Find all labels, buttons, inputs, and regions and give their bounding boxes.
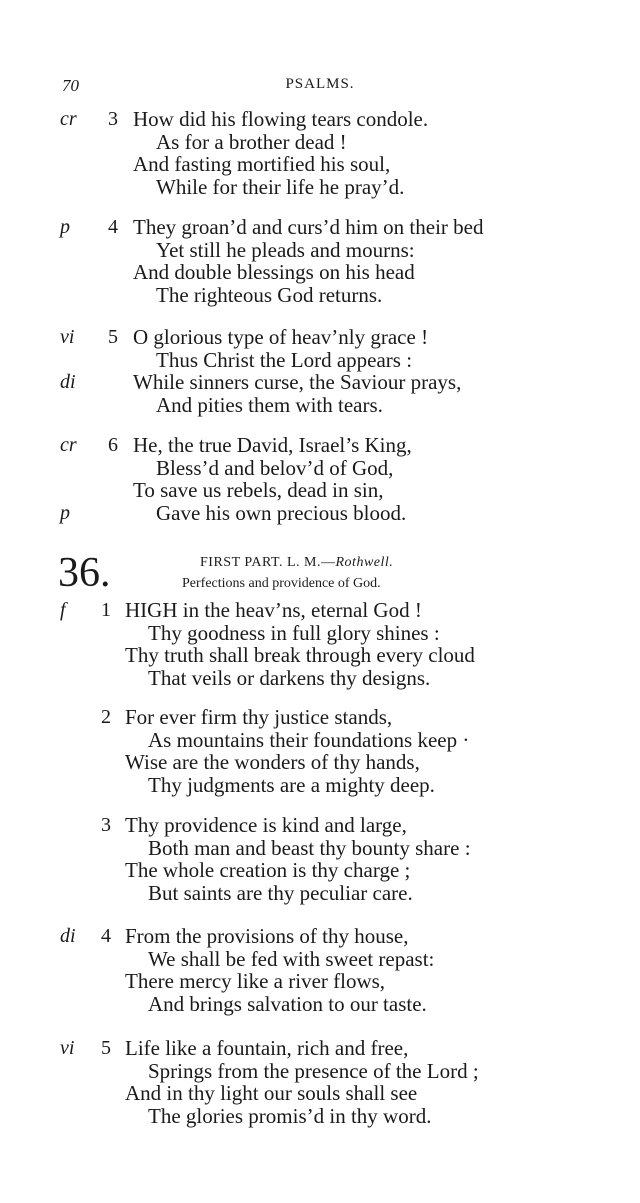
verse-text: Thy truth shall break through every cloud [125,643,475,668]
verse-line [0,502,640,525]
verse-text: They groan’d and curs’d him on their bed [133,215,484,239]
verse-line [0,948,640,971]
verse-line [0,1082,640,1105]
hymn-heading [0,552,640,602]
dynamic-mark: cr [60,434,77,456]
stanza [0,108,640,198]
verse-text: And double blessings on his head [133,260,415,285]
verse-line [0,371,640,394]
verse-text: Thus Christ the Lord appears : [156,347,413,372]
dynamic-mark: p [60,216,70,238]
stanza [0,814,640,904]
verse-line [0,706,640,729]
running-title: PSALMS. [285,76,355,92]
verse-line [0,837,640,860]
verse-number: 3 [101,814,111,836]
verse-line [0,859,640,882]
verse-line [0,479,640,502]
verse-text: Bless’d and belov’d of God, [156,455,394,480]
verse-text: To save us rebels, dead in sin, [133,478,384,503]
stanza [0,599,640,689]
verse-text: And brings salvation to our taste. [148,991,427,1016]
verse-number: 3 [108,108,118,130]
verse-line [0,774,640,797]
verse-line [0,622,640,645]
verse-text: Gave his own precious blood. [156,500,407,525]
verse-text: But saints are thy peculiar care. [148,880,413,905]
hymn-part: FIRST PART. [200,555,283,570]
verse-line [0,131,640,154]
dynamic-mark: p [60,501,70,524]
page-number: 70 [62,76,79,95]
hymn-subtitle: Perfections and providence of God. [182,576,381,591]
verse-number: 5 [101,1037,111,1059]
stanza [0,326,640,416]
stanza [0,706,640,796]
stanza [0,925,640,1015]
verse-line [0,729,640,752]
stanza [0,1037,640,1127]
verse-text: And in thy light our souls shall see [125,1081,418,1106]
verse-line [0,284,640,307]
verse-line [0,349,640,372]
verse-text: Springs from the presence of the Lord ; [148,1058,479,1083]
verse-text: The whole creation is thy charge ; [125,858,411,883]
stanza [0,216,640,306]
verse-text: We shall be fed with sweet repast: [148,946,435,971]
verse-text: That veils or darkens thy designs. [148,665,431,690]
verse-text: O glorious type of heav’nly grace ! [133,325,429,349]
verse-line [0,667,640,690]
dynamic-mark: di [60,371,76,394]
verse-text: Thy judgments are a mighty deep. [148,772,435,797]
verse-line [0,970,640,993]
verse-line [0,239,640,262]
verse-line [0,108,640,131]
verse-line [0,644,640,667]
verse-text: While sinners curse, the Saviour prays, [133,370,462,395]
verse-number: 4 [101,925,111,947]
verse-text: How did his flowing tears condole. [133,107,429,131]
verse-line [0,993,640,1016]
verse-line [0,434,640,457]
verse-line [0,1037,640,1060]
verse-line [0,599,640,622]
verse-text: The glories promis’d in thy word. [148,1103,432,1128]
verse-number: 6 [108,434,118,456]
verse-text: There mercy like a river flows, [125,969,386,994]
verse-text: And pities them with tears. [156,392,383,417]
dynamic-mark: vi [60,1037,75,1059]
verse-number: 4 [108,216,118,238]
verse-line [0,457,640,480]
verse-line [0,216,640,239]
verse-text: For ever firm thy justice stands, [125,705,393,729]
verse-text: Both man and beast thy bounty share : [148,835,471,860]
verse-text: Thy providence is kind and large, [125,813,407,837]
verse-text: Wise are the wonders of thy hands, [125,750,420,775]
verse-line [0,1105,640,1128]
verse-text: While for their life he pray’d. [156,174,405,199]
stanza [0,434,640,524]
verse-line [0,394,640,417]
verse-line [0,176,640,199]
dynamic-mark: cr [60,108,77,130]
verse-text: Life like a fountain, rich and free, [125,1036,409,1060]
dynamic-mark: di [60,925,76,947]
verse-line [0,1060,640,1083]
verse-text: HIGH in the heav’ns, eternal God ! [125,598,422,622]
hymn-number: 36. [58,550,111,596]
verse-line [0,153,640,176]
verse-text: And fasting mortified his soul, [133,152,391,177]
verse-line [0,882,640,905]
verse-number: 2 [101,706,111,728]
hymn-meter: L. M.— [287,555,336,570]
verse-line [0,925,640,948]
verse-text: As mountains their foundations keep · [148,727,470,752]
verse-line [0,261,640,284]
verse-text: From the provisions of thy house, [125,924,409,948]
hymn-tune: Rothwell. [335,555,394,570]
verse-text: The righteous God returns. [156,282,383,307]
hymn-meta [200,555,393,571]
verse-text: Thy goodness in full glory shines : [148,620,440,645]
verse-line [0,326,640,349]
verse-number: 5 [108,326,118,348]
verse-text: He, the true David, Israel’s King, [133,433,412,457]
verse-line [0,751,640,774]
dynamic-mark: vi [60,326,75,348]
verse-line [0,814,640,837]
verse-text: As for a brother dead ! [156,129,347,154]
verse-number: 1 [101,599,111,621]
page-header [0,76,640,98]
verse-text: Yet still he pleads and mourns: [156,237,415,262]
dynamic-mark: f [60,599,66,621]
